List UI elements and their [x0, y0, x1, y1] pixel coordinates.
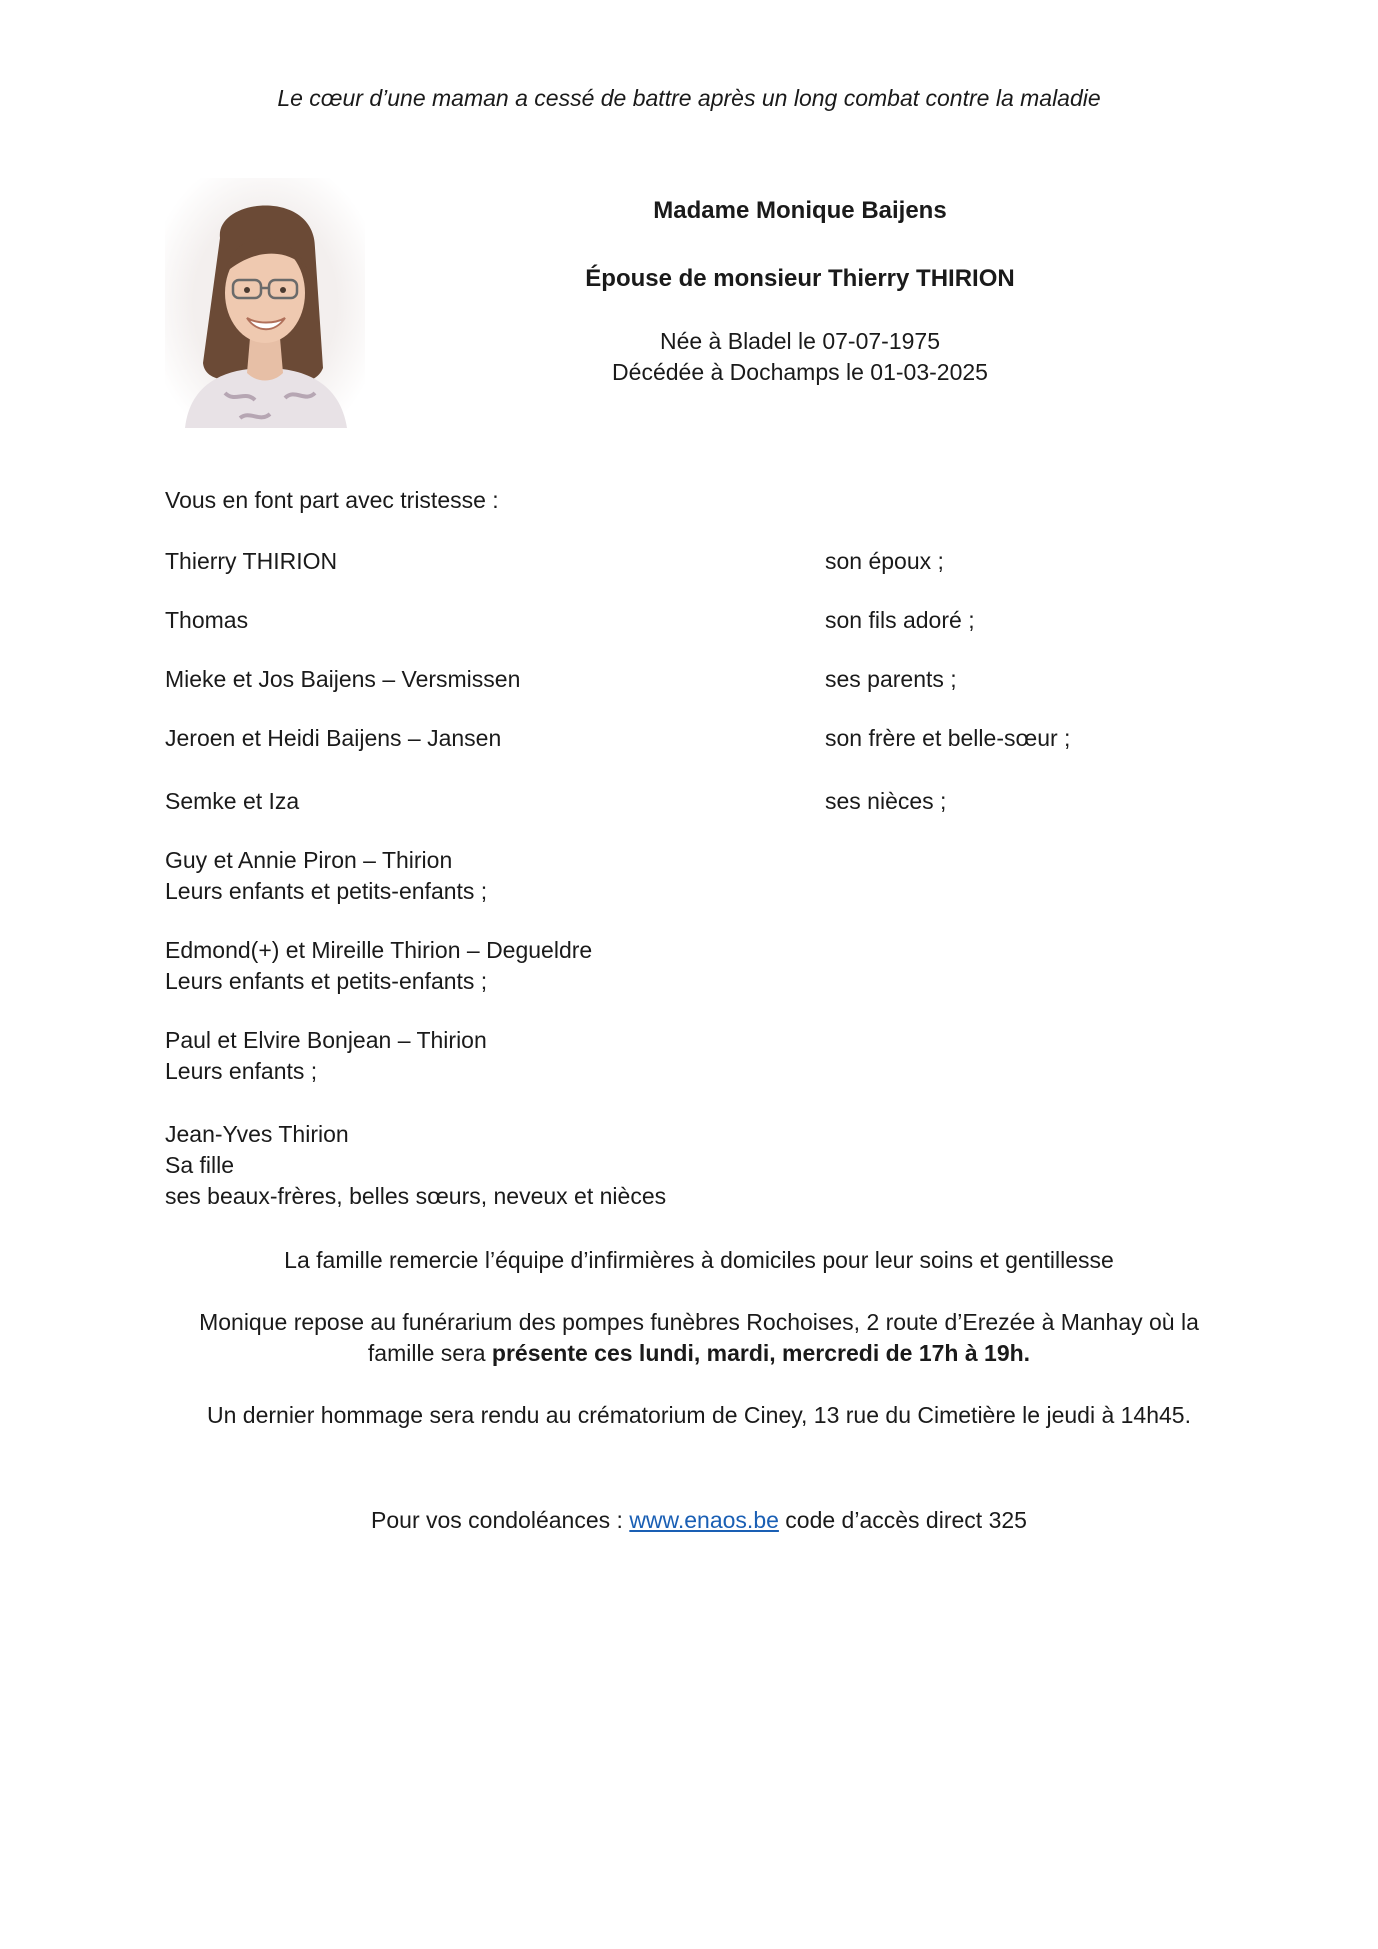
- relative-name: Semke et Iza: [165, 788, 300, 814]
- relative-role: ses parents ;: [825, 666, 957, 692]
- relative-name: Mieke et Jos Baijens – Versmissen: [165, 666, 521, 692]
- family-block: [165, 1025, 487, 1087]
- announcement-intro: Vous en font part avec tristesse :: [165, 487, 499, 513]
- visiting-hours: présente ces lundi, mardi, mercredi de 17h à 19h.: [491, 1340, 1031, 1366]
- condolences-prefix: Pour vos condoléances :: [371, 1507, 630, 1533]
- birth-line: Née à Bladel le 07-07-1975: [659, 328, 941, 354]
- condolences-suffix: code d’accès direct 325: [778, 1507, 1027, 1533]
- funerarium-line: [160, 1338, 1238, 1369]
- family-line: Leurs enfants et petits-enfants ;: [165, 878, 488, 904]
- relative-role: son fils adoré ;: [825, 607, 975, 633]
- family-line: Jean-Yves Thirion: [165, 1121, 349, 1147]
- death-line: Décédée à Dochamps le 01-03-2025: [612, 359, 988, 385]
- thanks-text: La famille remercie l’équipe d’infirmières à domiciles pour leur soins et gentillesse: [284, 1247, 1114, 1273]
- funerarium-text: [160, 1307, 1238, 1369]
- family-block: [165, 935, 592, 997]
- funerarium-line: Monique repose au funérarium des pompes funèbres Rochoises, 2 route d’Erezée à Manhay où la: [199, 1309, 1199, 1335]
- family-line: Leurs enfants et petits-enfants ;: [165, 968, 488, 994]
- epigraph: Le cœur d’une maman a cessé de battre après un long combat contre la maladie: [277, 85, 1101, 111]
- family-line: Edmond(+) et Mireille Thirion – Degueldre: [165, 937, 593, 963]
- deceased-name: Madame Monique Baijens: [653, 197, 947, 224]
- condolences-text: [160, 1505, 1238, 1536]
- hommage-text: Un dernier hommage sera rendu au crématorium de Ciney, 13 rue du Cimetière le jeudi à 14h45.: [207, 1402, 1191, 1428]
- spouse-line: Épouse de monsieur Thierry THIRION: [585, 265, 1015, 292]
- condolences-link[interactable]: www.enaos.be: [629, 1507, 779, 1533]
- relative-role: son époux ;: [825, 548, 944, 574]
- family-line: Paul et Elvire Bonjean – Thirion: [165, 1027, 487, 1053]
- life-dates: [560, 326, 1040, 388]
- relative-name: Jeroen et Heidi Baijens – Jansen: [165, 725, 502, 751]
- relative-name: Thierry THIRION: [165, 548, 338, 574]
- family-line: ses beaux-frères, belles sœurs, neveux et nièces: [165, 1183, 667, 1209]
- relative-role: ses nièces ;: [825, 788, 947, 814]
- portrait-photo-icon: [165, 178, 365, 428]
- relative-name: Thomas: [165, 607, 249, 633]
- family-line: Leurs enfants ;: [165, 1058, 318, 1084]
- funerarium-line-prefix: famille sera: [367, 1340, 492, 1366]
- family-line: Guy et Annie Piron – Thirion: [165, 847, 453, 873]
- family-block: [165, 1119, 666, 1212]
- relative-role: son frère et belle-sœur ;: [825, 725, 1071, 751]
- family-line: Sa fille: [165, 1152, 235, 1178]
- portrait-photo: [165, 178, 365, 428]
- family-block: [165, 845, 487, 907]
